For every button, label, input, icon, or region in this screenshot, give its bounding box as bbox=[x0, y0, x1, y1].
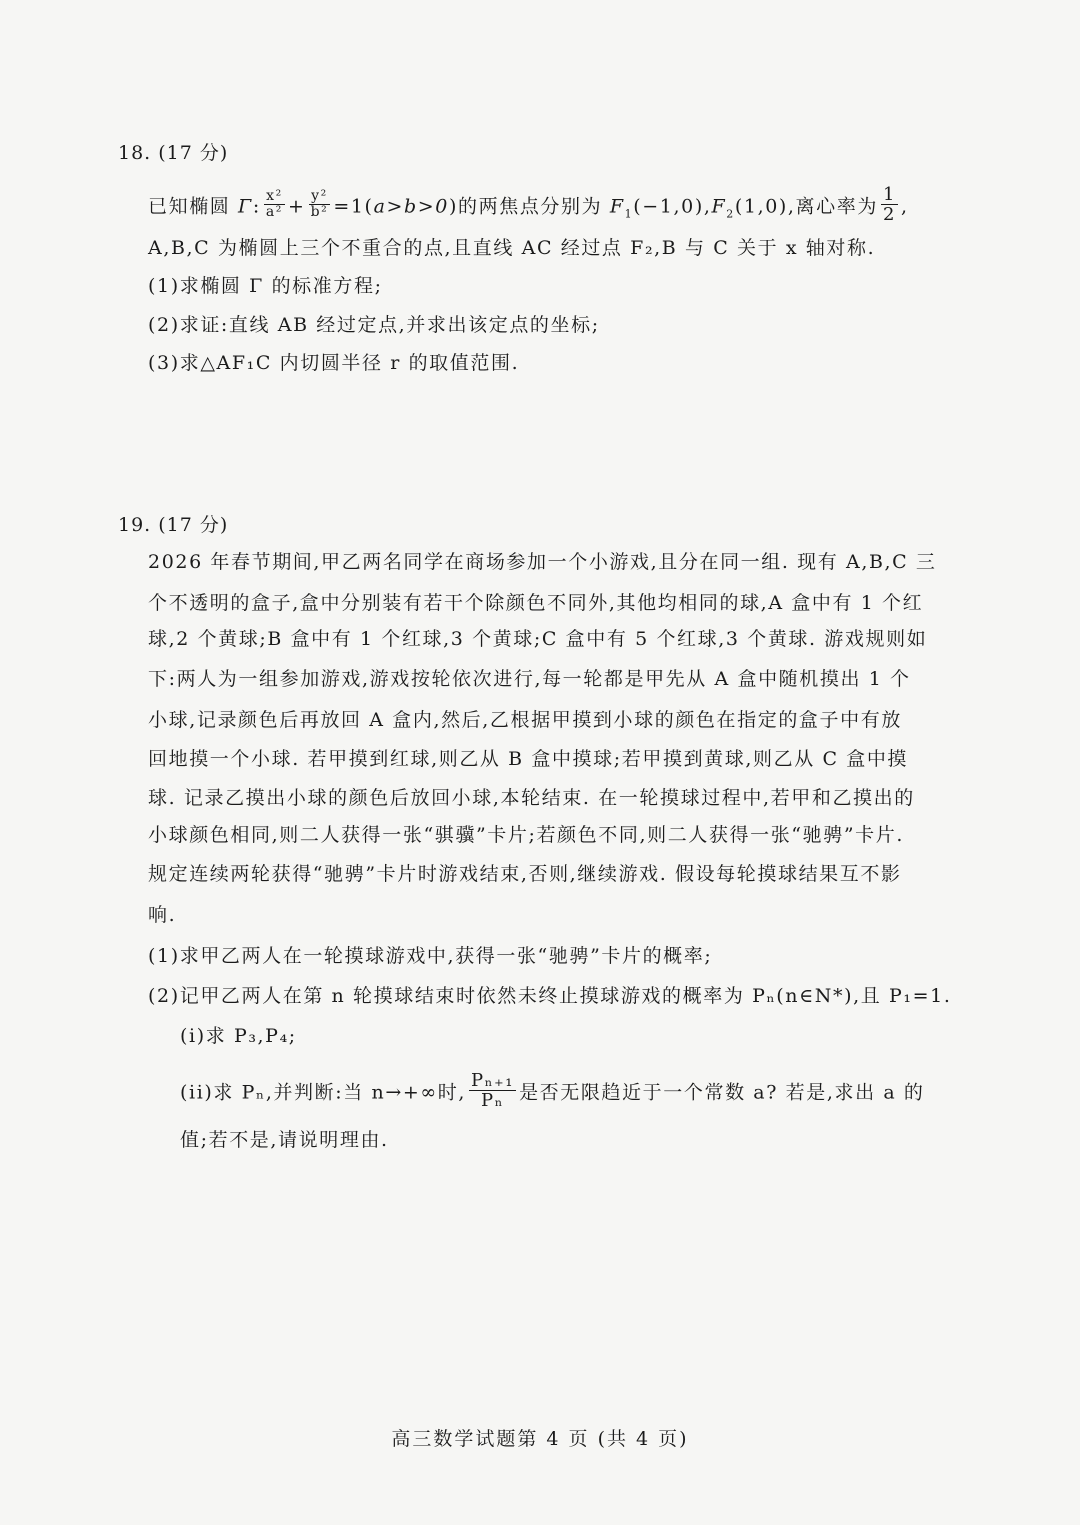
q18-text: =1( bbox=[333, 195, 374, 218]
q18-text: , bbox=[901, 195, 909, 218]
q19-body-line: 球,2 个黄球;B 盒中有 1 个红球,3 个黄球;C 盒中有 5 个红球,3 个黄球. 游戏规则如 bbox=[148, 628, 928, 650]
inequality: a>b>0 bbox=[373, 195, 449, 218]
page-footer: 高三数学试题第 4 页 (共 4 页) bbox=[391, 1428, 689, 1450]
q19-part2-ii bbox=[180, 1070, 925, 1113]
q18-text: )的两焦点分别为 bbox=[449, 195, 610, 218]
q19-part1: (1)求甲乙两人在一轮摸球游戏中,获得一张“驰骋”卡片的概率; bbox=[148, 945, 713, 967]
focus-f1: F bbox=[609, 195, 625, 218]
q18-line1: 已知椭圆 Γ: $\frac{\text{x²}}{\text{a²}}$ + $\frac{\text{y²}}{\text{b²}}$ =1(a>b>0)的两焦点分别为 $F_1(-1,0),F_2(1,0)$,离心率为 $\frac{1}{2}$ , bbox=[148, 184, 909, 225]
q18-text: 已知椭圆 bbox=[148, 195, 239, 218]
q19-part2-ii-cont: 值;若不是,请说明理由. bbox=[180, 1129, 389, 1151]
q19-body-line: 回地摸一个小球. 若甲摸到红球,则乙从 B 盒中摸球;若甲摸到黄球,则乙从 C 盒中摸 bbox=[148, 748, 909, 770]
q18-text: (−1,0), bbox=[633, 195, 712, 218]
gamma-symbol: Γ bbox=[238, 195, 253, 218]
q19-part2-i: (i)求 P₃,P₄; bbox=[180, 1025, 297, 1047]
q19-body-line: 小球,记录颜色后再放回 A 盒内,然后,乙根据甲摸到小球的颜色在指定的盒子中有放 bbox=[148, 709, 902, 731]
q19-body-line: 球. 记录乙摸出小球的颜色后放回小球,本轮结束. 在一轮摸球过程中,若甲和乙摸出的 bbox=[148, 787, 915, 809]
q19-body-line: 2026 年春节期间,甲乙两名同学在商场参加一个小游戏,且分在同一组. 现有 A,B,C 三 bbox=[148, 551, 937, 573]
q19-part2: (2)记甲乙两人在第 n 轮摸球结束时依然未终止摸球游戏的概率为 Pₙ(n∈N*),且 P₁=1. bbox=[148, 985, 952, 1007]
q19-body-line: 小球颜色相同,则二人获得一张“骐骥”卡片;若颜色不同,则二人获得一张“驰骋”卡片. bbox=[148, 824, 904, 846]
q19-text: 是否无限趋近于一个常数 a? 若是,求出 a 的 bbox=[519, 1081, 925, 1104]
q19-body-line: 下:两人为一组参加游戏,游戏按轮依次进行,每一轮都是甲先从 A 盒中随机摸出 1 个 bbox=[148, 668, 911, 690]
y-over-b-fraction: $\frac{\text{y²}}{\text{b²}}$ bbox=[310, 188, 329, 220]
q19-body-line: 规定连续两轮获得“驰骋”卡片时游戏结束,否则,继续游戏. 假设每轮摸球结果互不影 bbox=[148, 863, 902, 885]
q18-line2: A,B,C 为椭圆上三个不重合的点,且直线 AC 经过点 F₂,B 与 C 关于 x 轴对称. bbox=[148, 237, 876, 259]
q18-part2: (2)求证:直线 AB 经过定点,并求出该定点的坐标; bbox=[148, 314, 600, 336]
focus-f2: F bbox=[711, 195, 727, 218]
one-half-fraction: $\frac{1}{2}$ bbox=[882, 184, 897, 225]
q19-body-line: 响. bbox=[148, 904, 177, 926]
q18-header: 18. (17 分) bbox=[118, 142, 229, 164]
q18-text: (1,0),离心率为 bbox=[734, 195, 878, 218]
q19-body-line: 个不透明的盒子,盒中分别装有若干个除颜色不同外,其他均相同的球,A 盒中有 1 个红 bbox=[148, 592, 924, 614]
ratio-fraction: $\frac{\text{Pₙ₊₁}}{\text{Pₙ}}$ bbox=[471, 1070, 515, 1111]
x-over-a-fraction: $\frac{\text{x²}}{\text{a²}}$ bbox=[265, 188, 284, 220]
q19-header: 19. (17 分) bbox=[118, 514, 229, 536]
q18-part1: (1)求椭圆 Γ 的标准方程; bbox=[148, 275, 383, 297]
q19-text: (ii)求 Pₙ,并判断:当 n→+∞时, bbox=[180, 1081, 467, 1104]
q18-part3: (3)求△AF₁C 内切圆半径 r 的取值范围. bbox=[148, 352, 520, 374]
q18-text: : bbox=[252, 195, 261, 218]
